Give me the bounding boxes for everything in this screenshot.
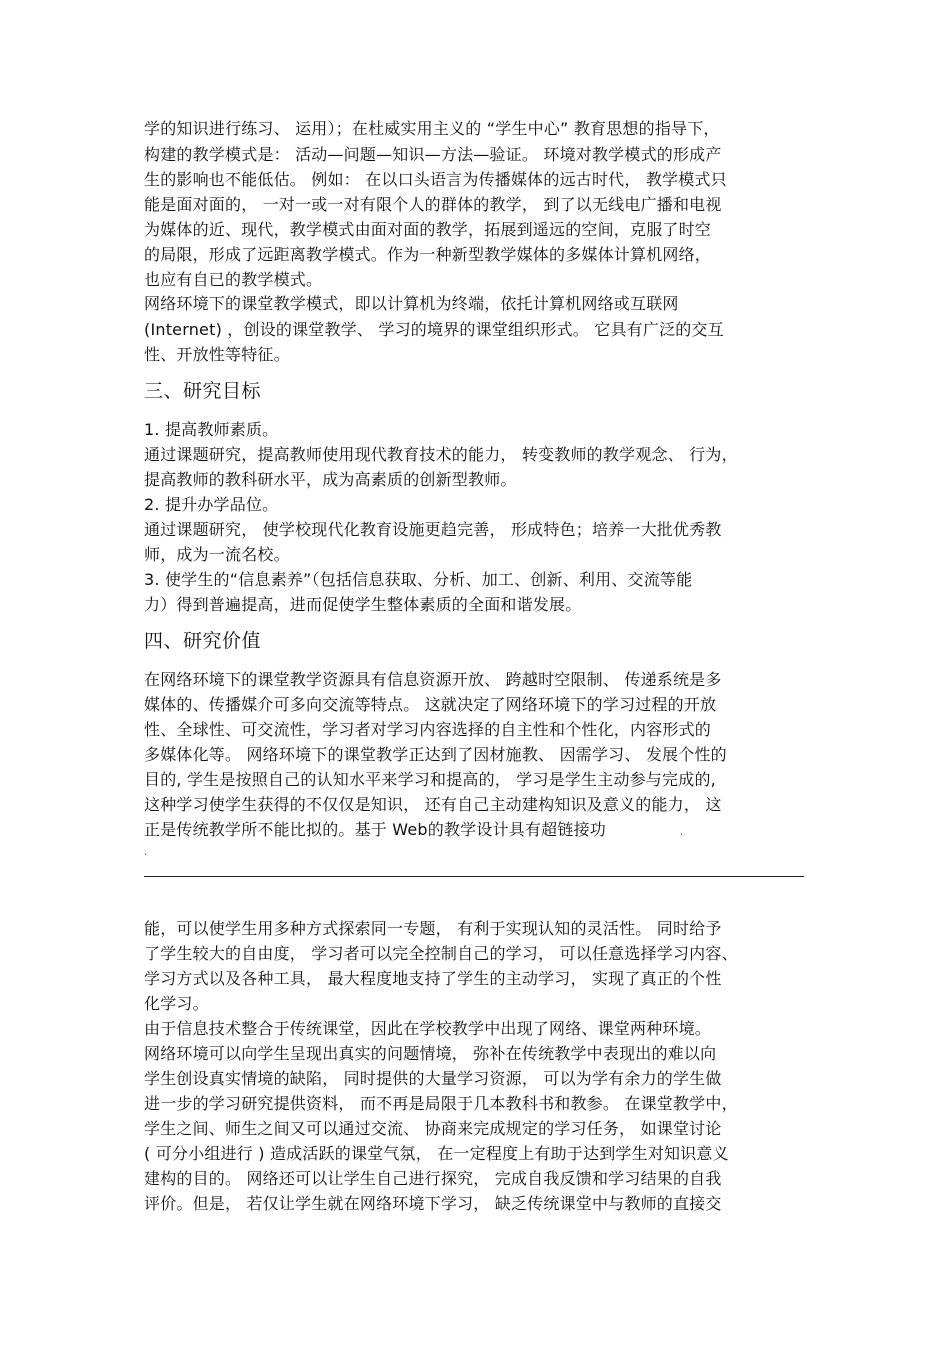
text-line: 正是传统教学所不能比拟的。基于 Web的教学设计具有超链接功 xyxy=(144,820,606,839)
text-line: 通过课题研究， 使学校现代化教育设施更趋完善， 形成特色；培养一大批优秀教 xyxy=(144,520,722,539)
text-line: 网络环境下的课堂教学模式，即以计算机为终端，依托计算机网络或互联网 xyxy=(144,294,679,313)
text-line: 能是面对面的， 一对一或一对有限个人的群体的教学， 到了以无线电广播和电视 xyxy=(144,195,722,214)
text-line: 2. 提升办学品位。 xyxy=(144,495,279,514)
text-line: 网络环境可以向学生呈现出真实的问题情境， 弥补在传统教学中表现出的难以向 xyxy=(144,1044,717,1063)
text-line: 目的, 学生是按照自己的认知水平来学习和提高的， 学习是学生主动参与完成的, xyxy=(144,770,716,789)
text-line: 化学习。 xyxy=(144,994,209,1013)
text-line: 了学生较大的自由度， 学习者可以完全控制自己的学习， 可以任意选择学习内容、 xyxy=(144,944,738,963)
text-line: 性、全球性、可交流性，学习者对学习内容选择的自主性和个性化，内容形式的 xyxy=(144,720,712,739)
text-line: 的局限，形成了远距离教学模式。作为一种新型教学媒体的多媒体计算机网络， xyxy=(144,245,712,264)
text-line: 评价。但是， 若仅让学生就在网络环境下学习， 缺乏传统课堂中与教师的直接交 xyxy=(144,1194,722,1213)
text-line: 多媒体化等。 网络环境下的课堂教学正达到了因材施教、 因需学习、 发展个性的 xyxy=(144,745,727,764)
section-heading: 四、研究价值 xyxy=(144,630,262,652)
text-line: 提高教师的教科研水平，成为高素质的创新型教师。 xyxy=(144,470,517,489)
page-mark: . xyxy=(680,827,684,838)
text-line: 3. 使学生的“信息素养”（包括信息获取、分析、加工、创新、利用、交流等能 xyxy=(144,570,693,589)
text-line: 学生创设真实情境的缺陷， 同时提供的大量学习资源， 可以为学有余力的学生做 xyxy=(144,1069,722,1088)
text-line: 生的影响也不能低估。 例如： 在以口头语言为传播媒体的远古时代， 教学模式只 xyxy=(144,170,727,189)
text-line: 通过课题研究，提高教师使用现代教育技术的能力， 转变教师的教学观念、 行为， xyxy=(144,445,738,464)
text-line: 为媒体的近、现代，教学模式由面对面的教学，拓展到遥远的空间，克服了时空 xyxy=(144,220,712,239)
section-heading: 三、研究目标 xyxy=(144,380,262,402)
text-line: 学习方式以及各种工具， 最大程度地支持了学生的主动学习， 实现了真正的个性 xyxy=(144,969,722,988)
page-mark: . xyxy=(144,847,148,858)
text-line: 建构的目的。 网络还可以让学生自己进行探究， 完成自我反馈和学习结果的自我 xyxy=(144,1169,722,1188)
text-line: 这种学习使学生获得的不仅仅是知识， 还有自己主动建构知识及意义的能力， 这 xyxy=(144,795,722,814)
text-line: 由于信息技术整合于传统课堂，因此在学校教学中出现了网络、课堂两种环境。 xyxy=(144,1019,712,1038)
text-line: 学生之间、师生之间又可以通过交流、 协商来完成规定的学习任务， 如课堂讨论 xyxy=(144,1119,722,1138)
text-line: ( 可分小组进行 ) 造成活跃的课堂气氛， 在一定程度上有助于达到学生对知识意义 xyxy=(144,1144,729,1163)
text-line: 进一步的学习研究提供资料， 而不再是局限于几本教科书和教参。 在课堂教学中， xyxy=(144,1094,738,1113)
text-line: 力）得到普遍提高，进而促使学生整体素质的全面和谐发展。 xyxy=(144,595,582,614)
text-line: 也应有自已的教学模式。 xyxy=(144,270,323,289)
text-line: 1. 提高教师素质。 xyxy=(144,420,279,439)
text-line: 构建的教学模式是： 活动—问题—知识—方法—验证。 环境对教学模式的形成产 xyxy=(144,145,722,164)
text-line: (Internet) ，创设的课堂教学、 学习的境界的课堂组织形式。 它具有广泛的交互 xyxy=(144,320,724,339)
text-line: 在网络环境下的课堂教学资源具有信息资源开放、 跨越时空限制、 传递系统是多 xyxy=(144,670,722,689)
text-line: 媒体的、传播媒介可多向交流等特点。 这就决定了网络环境下的学习过程的开放 xyxy=(144,695,717,714)
text-line: 性、开放性等特征。 xyxy=(144,345,290,364)
page-divider xyxy=(144,876,804,877)
text-line: 能，可以使学生用多种方式探索同一专题， 有利于实现认知的灵活性。 同时给予 xyxy=(144,919,722,938)
text-line: 师，成为一流名校。 xyxy=(144,545,290,564)
text-line: 学的知识进行练习、 运用）；在杜威实用主义的 “学生中心” 教育思想的指导下， xyxy=(144,119,720,138)
